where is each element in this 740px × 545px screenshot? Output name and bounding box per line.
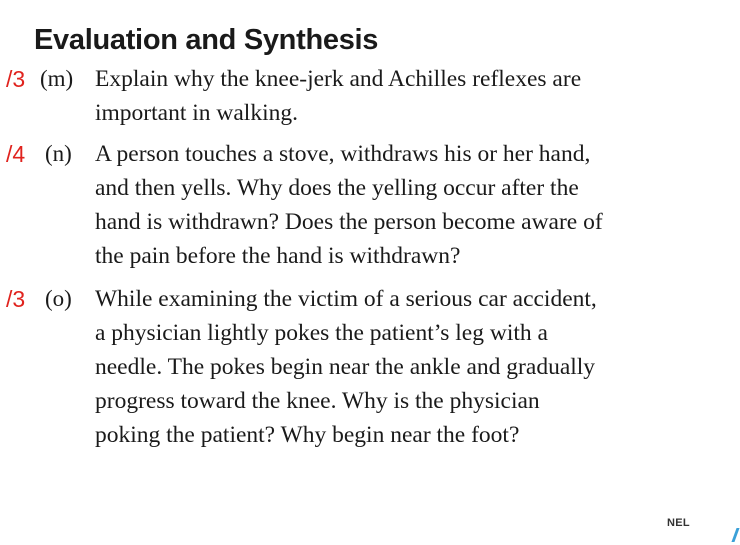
publisher-label: NEL	[667, 517, 690, 529]
question-marks: /4	[6, 141, 26, 167]
question-line: a physician lightly pokes the patient’s leg with a	[95, 320, 548, 346]
question-letter: (m)	[40, 66, 74, 91]
question-letter: (n)	[45, 141, 72, 166]
question-line: needle. The pokes begin near the ankle and gradually	[95, 354, 596, 380]
question-marks: /3	[6, 286, 26, 312]
question-letter: (o)	[45, 286, 72, 311]
question-marks: /3	[6, 66, 26, 92]
question-line: While examining the victim of a serious car accident,	[95, 286, 597, 312]
question-line: hand is withdrawn? Does the person become aware of	[95, 209, 603, 235]
question-line: and then yells. Why does the yelling occur after the	[95, 175, 579, 201]
corner-accent-mark	[731, 528, 739, 542]
question-text	[95, 62, 705, 130]
question-line: Explain why the knee-jerk and Achilles reflexes are	[95, 66, 582, 92]
question-line: the pain before the hand is withdrawn?	[95, 243, 461, 269]
question-text	[95, 137, 705, 273]
question-line: poking the patient? Why begin near the foot?	[95, 422, 520, 448]
question-line: progress toward the knee. Why is the physician	[95, 388, 540, 414]
question-line: important in walking.	[95, 100, 298, 126]
question-line: A person touches a stove, withdraws his or her hand,	[95, 141, 591, 167]
question-text	[95, 282, 705, 452]
section-heading: Evaluation and Synthesis	[34, 24, 379, 56]
